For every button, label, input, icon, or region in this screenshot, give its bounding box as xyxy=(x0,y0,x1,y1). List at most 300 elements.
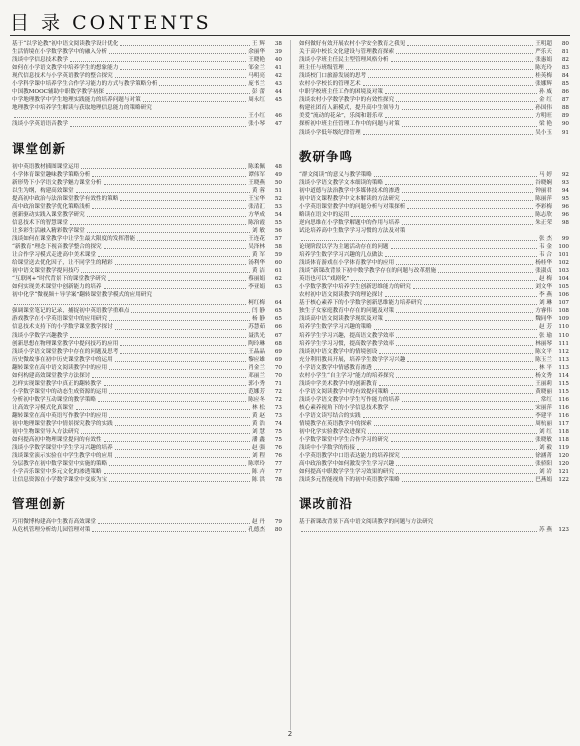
toc-entry xyxy=(299,243,569,251)
entry-title: 小学科学课中培养学生合作学习能力的方式与教学策略分析 xyxy=(12,81,158,88)
dot-leader xyxy=(104,385,247,386)
entry-author: 孙国伟 xyxy=(535,105,552,112)
entry-page: 72 xyxy=(274,388,282,395)
entry-author: 方华成 xyxy=(248,211,265,218)
entry-title: 逆向思维在小学数学解题中的作用与培养 xyxy=(299,219,400,226)
entry-page: 96 xyxy=(561,211,569,218)
toc-entry xyxy=(12,259,282,267)
dot-leader xyxy=(92,377,246,378)
dot-leader xyxy=(14,304,246,305)
toc-entry xyxy=(12,412,282,420)
entry-title: 浅谈小学语文教学文本细读的策略 xyxy=(299,179,383,186)
dot-leader xyxy=(115,361,247,362)
toc-entry xyxy=(12,56,282,64)
entry-page: 110 xyxy=(558,332,569,339)
entry-author: 马 婷 xyxy=(539,171,552,178)
entry-author: 李 燕 xyxy=(539,292,552,299)
entry-title: 如何做好有效开展农村小学安全教育之我见 xyxy=(299,41,406,47)
dot-leader xyxy=(98,401,246,402)
entry-page: 95 xyxy=(561,195,569,202)
dot-leader xyxy=(76,192,250,193)
dot-leader xyxy=(402,481,534,482)
section-heading: 管理创新 xyxy=(12,496,67,512)
entry-author: 孔德杰 xyxy=(248,527,265,534)
entry-title: 小学英语教学中口语表达能力的培养探究 xyxy=(299,453,400,460)
dot-leader xyxy=(120,353,246,354)
dot-leader xyxy=(120,69,246,70)
entry-author: 常红 xyxy=(540,396,552,403)
entry-title: 小学语文教学中情感教育渗透 xyxy=(299,364,372,371)
entry-title: 让合作学习模式走进高中美术课堂 xyxy=(12,252,96,259)
toc-entry xyxy=(12,452,282,460)
entry-page: 80 xyxy=(274,527,282,534)
entry-author: 吴泽林 xyxy=(248,243,265,250)
toc-entry xyxy=(299,64,569,72)
dot-leader xyxy=(402,224,534,225)
entry-page: 43 xyxy=(274,81,282,88)
toc-entry xyxy=(12,267,282,275)
entry-author: 王晓艳 xyxy=(248,57,265,64)
toc-entry xyxy=(12,211,282,219)
toc-entry xyxy=(299,468,569,476)
entry-author: 黄晓丽 xyxy=(535,388,552,395)
dot-leader xyxy=(92,208,246,209)
entry-title: 如何在小学语文教学中培养学生的想象能力 xyxy=(12,65,119,72)
entry-page: 48 xyxy=(274,163,282,170)
entry-page: 102 xyxy=(558,260,569,267)
dot-leader xyxy=(301,240,537,241)
dot-leader xyxy=(70,337,246,338)
toc-entry xyxy=(299,112,569,120)
entry-title: 强调课堂笔记的记录，捕捉初中英语教学重难点 xyxy=(12,308,130,315)
entry-page: 65 xyxy=(274,308,282,315)
entry-author: 聂洪光 xyxy=(248,332,265,339)
page-title: 目 录 CONTENTS xyxy=(10,12,212,34)
dot-leader xyxy=(391,441,534,442)
entry-page: 90 xyxy=(561,121,569,128)
entry-page: 55 xyxy=(274,219,282,226)
toc-entry xyxy=(12,291,282,299)
dot-leader xyxy=(109,53,246,54)
dot-leader xyxy=(374,329,537,330)
toc-column-right xyxy=(299,40,569,534)
entry-page: 123 xyxy=(558,527,569,534)
dot-leader xyxy=(396,312,533,313)
dot-leader xyxy=(396,53,533,54)
entry-page: 115 xyxy=(558,388,569,395)
entry-page: 108 xyxy=(558,308,569,315)
toc-entry xyxy=(12,96,282,104)
entry-title: 探析初中班主任管理工作中的问题与对策 xyxy=(299,121,400,128)
dot-leader xyxy=(385,117,533,118)
entry-page: 112 xyxy=(558,348,569,355)
entry-title: 创新驱动实践入课堂教学研究 xyxy=(12,211,85,218)
toc-entry xyxy=(12,307,282,315)
entry-author: 赵 丹 xyxy=(252,519,265,526)
entry-title: 浅谈初中语文教学中的情境创设 xyxy=(299,348,378,355)
entry-page: 50 xyxy=(274,179,282,186)
dot-leader xyxy=(396,101,537,102)
entry-title: 试论培养高中生数学学习习惯的方法及对策 xyxy=(299,227,406,234)
entry-page: 83 xyxy=(561,65,569,72)
dot-leader xyxy=(385,320,533,321)
entry-page: 111 xyxy=(558,340,569,347)
entry-title: 生活情境在小学数学教学中的融入分析 xyxy=(12,49,108,56)
toc-entry xyxy=(12,364,282,372)
toc-entry xyxy=(299,332,569,340)
entry-page: 73 xyxy=(274,412,282,419)
entry-title: 地理教学中培养学生解读与获取地理信息能力的策略研究 xyxy=(12,105,152,112)
entry-author: 韦 金 xyxy=(539,243,552,250)
entry-page: 105 xyxy=(558,284,569,291)
entry-page: 68 xyxy=(274,340,282,347)
entry-page: 109 xyxy=(558,316,569,323)
dot-leader xyxy=(104,184,247,185)
entry-author: 李彩梅 xyxy=(535,203,552,210)
toc-entry xyxy=(12,332,282,340)
entry-title: 信息技术支持下的小学数学课堂教学探讨 xyxy=(12,324,113,331)
entry-title: 创新思想在物理课堂教学中提问技巧的应用 xyxy=(12,340,119,347)
dot-leader xyxy=(104,473,251,474)
entry-title: 初中语文课堂教学提问技巧 xyxy=(12,268,80,275)
dot-leader xyxy=(363,134,534,135)
toc-entry xyxy=(299,179,569,187)
toc-entry xyxy=(299,348,569,356)
entry-title: 分析初中数学互动课堂的教学策略 xyxy=(12,396,96,403)
toc-entry xyxy=(12,64,282,72)
dot-leader xyxy=(301,531,537,532)
entry-author: 刘 岩 xyxy=(539,469,552,476)
dot-leader xyxy=(87,216,246,217)
toc-entry xyxy=(299,404,569,412)
toc-entry xyxy=(12,251,282,259)
entry-title: 浅谈小学数学兴趣教学 xyxy=(12,332,68,339)
toc-entry xyxy=(12,420,282,428)
entry-page: 96 xyxy=(561,203,569,210)
toc-entry xyxy=(12,518,282,526)
entry-author: 张 瑜 xyxy=(539,332,552,339)
toc-entry xyxy=(12,388,282,396)
toc-entry xyxy=(12,187,282,195)
entry-page: 100 xyxy=(558,243,569,250)
entry-author: 王 辉 xyxy=(252,41,265,47)
entry-title: 农村小学校长的管理艺术 xyxy=(299,81,361,88)
toc-entry xyxy=(12,275,282,283)
entry-page: 101 xyxy=(558,252,569,259)
entry-page: 40 xyxy=(274,57,282,64)
entry-page: 75 xyxy=(274,437,282,444)
dot-leader xyxy=(385,256,537,257)
entry-page: 85 xyxy=(561,81,569,88)
entry-title: 如何实现美术课堂中创新能力的培养 xyxy=(12,284,102,291)
entry-title: 关于高中校长文化建设与管理教育探索 xyxy=(299,49,395,56)
dot-leader xyxy=(143,101,247,102)
entry-title: 历史微故事在初中历史课堂教学中的运用 xyxy=(12,356,113,363)
dot-leader xyxy=(402,126,537,127)
dot-leader xyxy=(396,345,533,346)
entry-page: 87 xyxy=(561,97,569,104)
entry-title: 基于“以学论教”初中语文阅读教学设计优化 xyxy=(12,41,119,47)
entry-page: 60 xyxy=(274,260,282,267)
entry-page: 116 xyxy=(558,396,569,403)
entry-page: 120 xyxy=(558,461,569,468)
entry-page: 65 xyxy=(274,316,282,323)
toc-entry xyxy=(12,436,282,444)
toc-entry xyxy=(299,40,569,48)
entry-title: 略读在语文中的运用 xyxy=(299,211,350,218)
entry-author: 蔡丽娟 xyxy=(248,276,265,283)
entry-author: 柯红梅 xyxy=(248,300,265,307)
entry-page: 77 xyxy=(274,461,282,468)
toc-entry xyxy=(12,112,282,120)
entry-page: 113 xyxy=(558,356,569,363)
entry-title: 小学语文读写结合的实践 xyxy=(299,412,361,419)
toc-entry xyxy=(299,396,569,404)
dot-leader xyxy=(363,85,534,86)
entry-page: 99 xyxy=(561,235,569,242)
dot-leader xyxy=(109,393,246,394)
entry-author: 金 红 xyxy=(539,97,552,104)
entry-title: 培养学生学习兴趣，提高语文教学效率 xyxy=(299,332,395,339)
entry-title: 培养学生数学学习兴趣的策略 xyxy=(299,324,372,331)
entry-page: 117 xyxy=(558,421,569,428)
toc-entry xyxy=(299,323,569,331)
entry-author: 陈 洪 xyxy=(252,477,265,484)
toc-entry xyxy=(12,48,282,56)
entry-author: 王晓燕 xyxy=(248,179,265,186)
dot-leader xyxy=(14,117,246,118)
entry-author: 陈文平 xyxy=(535,348,552,355)
dot-leader xyxy=(413,288,533,289)
entry-author: 严乐天 xyxy=(535,49,552,56)
dot-leader xyxy=(391,393,534,394)
entry-author: 徐涵菁 xyxy=(535,453,552,460)
dot-leader xyxy=(368,433,537,434)
entry-title: 游戏教学在小学英语课堂中的应用研究 xyxy=(12,316,108,323)
entry-page: 93 xyxy=(561,179,569,186)
entry-author: 李建平 xyxy=(535,412,552,419)
entry-page: 42 xyxy=(274,73,282,80)
entry-title: 培养学生数学学习兴趣的几点做法 xyxy=(299,252,383,259)
entry-title: 初中英语教材插图课堂运用 xyxy=(12,163,80,170)
title-rule xyxy=(10,35,570,36)
entry-title: 浅谈小学数学课堂中学生学习兴趣的培养 xyxy=(12,445,113,452)
entry-author: 张骄阳 xyxy=(535,461,552,468)
toc-entry xyxy=(299,444,569,452)
dot-leader xyxy=(76,409,250,410)
entry-title: 让多彩生活融入精彩数学课堂 xyxy=(12,227,85,234)
dot-leader xyxy=(396,264,533,265)
toc-entry xyxy=(299,518,569,526)
dot-leader xyxy=(109,465,246,466)
entry-page: 52 xyxy=(274,195,282,202)
dot-leader xyxy=(81,433,250,434)
entry-author: 陈丽萍 xyxy=(535,195,552,202)
dot-leader xyxy=(351,280,537,281)
entry-title: 现代信息技术与小学英语教学的整合探究 xyxy=(12,73,113,80)
entry-author: 张淑贞 xyxy=(535,268,552,275)
entry-page: 45 xyxy=(274,97,282,104)
entry-author: 邓丽兰 xyxy=(248,372,265,379)
entry-page: 122 xyxy=(558,477,569,484)
toc-entry xyxy=(299,129,569,137)
toc-entry xyxy=(299,251,569,259)
entry-title: 构建社团育人新模式，提升高中生领导力 xyxy=(299,105,400,112)
toc-entry xyxy=(299,267,569,275)
dot-leader xyxy=(115,425,250,426)
entry-title: 高中政治课堂教学优化策略浅析 xyxy=(12,203,91,210)
entry-author: 黄 军 xyxy=(252,252,265,259)
entry-page: 118 xyxy=(558,437,569,444)
entry-author: 苏慧茹 xyxy=(248,324,265,331)
entry-title: 小学体育课堂趣味教学策略分析 xyxy=(12,171,91,178)
entry-title: 浅谈如何在课堂教学中让学生最大限度的发挥潜能 xyxy=(12,235,136,242)
toc-entry xyxy=(299,420,569,428)
toc-entry xyxy=(299,56,569,64)
entry-author: 梁 艳 xyxy=(539,121,552,128)
dot-leader xyxy=(104,248,247,249)
dot-leader xyxy=(104,288,247,289)
toc-entry xyxy=(12,235,282,243)
dot-leader xyxy=(385,93,537,94)
entry-author: 周永红 xyxy=(248,97,265,104)
entry-title: 英语也可以“戏剧化” xyxy=(299,276,350,283)
dot-leader xyxy=(120,45,250,46)
toc-entry xyxy=(12,323,282,331)
toc-entry xyxy=(299,526,569,534)
toc-entry xyxy=(299,412,569,420)
entry-author: 闫 静 xyxy=(252,308,265,315)
dot-leader xyxy=(87,232,250,233)
entry-page: 106 xyxy=(558,292,569,299)
dot-leader xyxy=(402,109,534,110)
entry-page: 51 xyxy=(274,187,282,194)
entry-page: 70 xyxy=(274,372,282,379)
toc-entry xyxy=(12,428,282,436)
entry-author: 陈应冬 xyxy=(248,396,265,403)
entry-title: 独生子女家庭教育中存在的问题及对策 xyxy=(299,308,395,315)
entry-title: 小学数学教学中培养学生创新思维能力的研究 xyxy=(299,284,411,291)
entry-title: 基于新课改背景下高中语文阅读教学的问题与方法研究 xyxy=(299,519,434,526)
dot-leader xyxy=(374,425,533,426)
entry-author: 刘 敏 xyxy=(252,227,265,234)
toc-entry xyxy=(299,195,569,203)
entry-author: 魏同华 xyxy=(535,316,552,323)
toc-entry xyxy=(12,299,282,307)
dot-leader xyxy=(104,441,251,442)
entry-author: 刘 红 xyxy=(539,429,552,436)
toc-entry xyxy=(12,340,282,348)
dot-leader xyxy=(120,200,246,201)
entry-title: 初中生物课堂导入方法研究 xyxy=(12,429,80,436)
dot-leader xyxy=(396,377,533,378)
entry-author: 刘 毅 xyxy=(539,445,552,452)
entry-title: 小学英语课堂教学中的问题分析与对策探析 xyxy=(299,203,406,210)
toc-entry xyxy=(299,460,569,468)
entry-author: 潘 鑫 xyxy=(252,437,265,444)
dot-leader xyxy=(351,216,533,217)
entry-page: 72 xyxy=(274,396,282,403)
dot-leader xyxy=(70,126,246,127)
toc-entry xyxy=(12,380,282,388)
dot-leader xyxy=(81,168,246,169)
entry-author: 邹金兰 xyxy=(248,65,265,72)
entry-author: 黄 洁 xyxy=(252,268,265,275)
entry-page: 77 xyxy=(274,469,282,476)
toc-entry xyxy=(299,88,569,96)
dot-leader xyxy=(109,320,250,321)
entry-author: 王小红 xyxy=(248,113,265,120)
entry-author: 赵 强 xyxy=(252,445,265,452)
entry-page: 91 xyxy=(561,129,569,136)
entry-page: 110 xyxy=(558,324,569,331)
entry-title: 浅谈课堂演示实验在中学生教学中的应用 xyxy=(12,453,113,460)
entry-title: 中职学校班主任工作的困境及对策 xyxy=(299,89,383,96)
entry-page: 119 xyxy=(558,445,569,452)
dot-leader xyxy=(438,272,533,273)
entry-author: 刘文华 xyxy=(535,284,552,291)
entry-author: 陶玲琳 xyxy=(248,340,265,347)
entry-author: 汤利华 xyxy=(248,260,265,267)
entry-author: 林 平 xyxy=(539,364,552,371)
toc-entry xyxy=(299,227,569,235)
entry-title: 浅谈小学班主任民主型管理风格分析 xyxy=(299,57,389,64)
entry-title: 信息技术下的智慧课堂 xyxy=(12,219,68,226)
entry-page: 46 xyxy=(274,113,282,120)
entry-title: 如何构建高效课堂教学方法探讨 xyxy=(12,372,91,379)
entry-page: 57 xyxy=(274,235,282,242)
entry-author: 黄 浩 xyxy=(252,421,265,428)
toc-entry xyxy=(12,80,282,88)
entry-page: 92 xyxy=(561,171,569,178)
toc-entry xyxy=(12,372,282,380)
dot-leader xyxy=(109,369,246,370)
toc-entry xyxy=(299,356,569,364)
entry-author: 周杭丽 xyxy=(535,421,552,428)
entry-title: 班主任与班级管理 xyxy=(299,65,344,72)
entry-author: 陈玉兰 xyxy=(535,356,552,363)
toc-entry xyxy=(12,476,282,484)
toc-entry xyxy=(299,428,569,436)
entry-page: 39 xyxy=(274,49,282,56)
toc-entry xyxy=(299,235,569,243)
entry-page: 49 xyxy=(274,171,282,178)
toc-entry xyxy=(12,163,282,171)
dot-leader xyxy=(115,329,247,330)
entry-title: 分层教学在初中数学课堂中实施的策略 xyxy=(12,461,108,468)
entry-author: 张惠娟 xyxy=(535,57,552,64)
toc-entry xyxy=(299,436,569,444)
entry-title: “互联网+”时代背景下的课堂教学研究 xyxy=(12,276,107,283)
dot-leader xyxy=(402,200,534,201)
entry-author: 马明亮 xyxy=(248,73,265,80)
entry-author: 王宝华 xyxy=(248,195,265,202)
entry-title: “新教育”理念下视音教学整合的探究 xyxy=(12,243,102,250)
entry-author: 宋丽萍 xyxy=(535,404,552,411)
entry-page: 81 xyxy=(561,49,569,56)
toc-entry xyxy=(299,299,569,307)
entry-page: 121 xyxy=(558,469,569,476)
column-divider xyxy=(290,40,291,730)
dot-leader xyxy=(92,176,246,177)
dot-leader xyxy=(357,449,537,450)
dot-leader xyxy=(92,531,246,532)
entry-title: 核心素养视角下的小学信息技术教学 xyxy=(299,404,389,411)
dot-leader xyxy=(396,465,533,466)
toc-entry xyxy=(12,468,282,476)
entry-page: 61 xyxy=(274,268,282,275)
entry-author: 陈治霞 xyxy=(248,219,265,226)
